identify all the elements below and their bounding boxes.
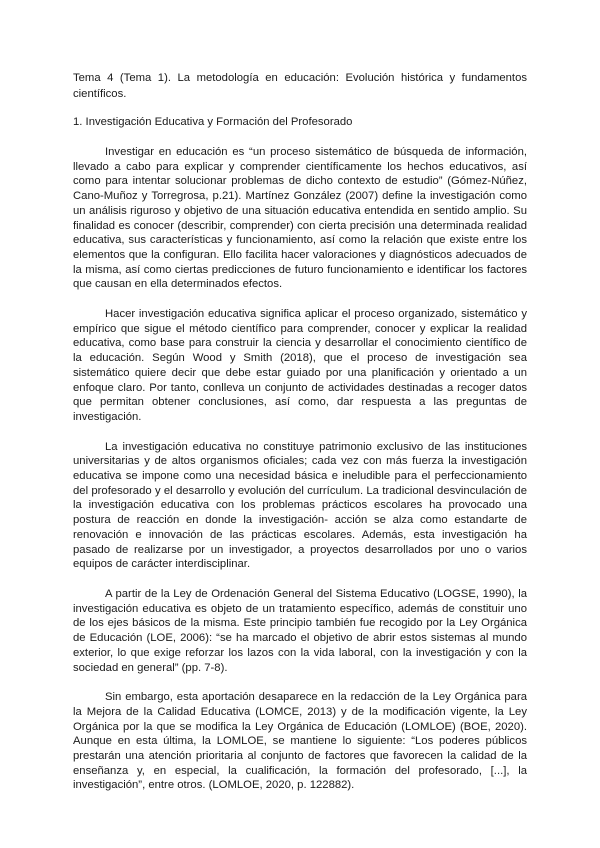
paragraph-5: Sin embargo, esta aportación desaparece en la redacción de la Ley Orgánica para la Mejora de la Calidad Educativa (LOMCE, 2013) y de la modificación vigente, la Ley Orgánica por la que se modifica la Ley Orgánica de Educación (LOMLOE) (BOE, 2020). Aunque en esta última, la LOMLOE, se mantiene lo siguiente: “Los poderes públicos prestarán una atención prioritaria al conjunto de factores que favorecen la calidad de la enseñanza y, en especial, la cualificación, la formación del profesorado, [...], la investigación”, entre otros. (LOMLOE, 2020, p. 122882). xyxy=(73,691,527,792)
paragraph-1: Investigar en educación es “un proceso sistemático de búsqueda de información, llevado a cabo para explicar y comprender científicamente los hechos educativos, así como para intentar solucionar problemas de dicho contexto de estudio” (Gómez-Núñez, Cano-Muñoz y Torregrosa, p.21). Martínez González (2007) define la investigación como un análisis riguroso y objetivo de una situación educativa entendida en sentido amplio. Su finalidad es conocer (describir, comprender) con cierta precisión una determinada realidad educativa, sus características y funcionamiento, así como la relación que existe entre los elementos que la configuran. Ello facilita hacer valoraciones y diagnósticos adecuados de la misma, así como ciertas predicciones de futuro funcionamiento e identificar los factores que causan en ella determinados efectos. xyxy=(73,146,527,291)
paragraph-2: Hacer investigación educativa significa aplicar el proceso organizado, sistemático y empírico que sigue el método científico para comprender, conocer y explicar la realidad educativa, como base para construir la ciencia y desarrollar el conocimiento científico de la educación. Según Wood y Smith (2018), que el proceso de investigación sea sistemático quiere decir que debe estar guiado por una planificación y orientado a un enfoque claro. Por tanto, conlleva un conjunto de actividades destinadas a recoger datos que permitan obtener conclusiones, así como, dar respuesta a las preguntas de investigación. xyxy=(73,308,527,423)
paragraph-4: A partir de la Ley de Ordenación General del Sistema Educativo (LOGSE, 1990), la investigación educativa es objeto de un tratamiento específico, además de constituir uno de los ejes básicos de la misma. Este principio también fue recogido por la Ley Orgánica de Educación (LOE, 2006): “se ha marcado el objetivo de abrir estos sistemas al mundo exterior, lo que exige reforzar los lazos con la vida laboral, con la investigación y con la sociedad en general” (pp. 7-8). xyxy=(73,587,527,674)
paragraph-3: La investigación educativa no constituye patrimonio exclusivo de las instituciones universitarias y de altos organismos oficiales; cada vez con más fuerza la investigación educativa se impone como una necesidad básica e ineludible para el perfeccionamiento del profesorado y el desarrollo y evolución del currículum. La tradicional desvinculación de la investigación educativa con los problemas prácticos escolares ha provocado una postura de reacción en donde la investigación- acción se alza como estandarte de renovación e innovación de las prácticas escolares. Además, esta investigación ha pasado de realizarse por un investigador, a proyectos desarrollados por uno o varios equipos de carácter interdisciplinar. xyxy=(73,440,527,571)
document-title: Tema 4 (Tema 1). La metodología en educación: Evolución histórica y fundamentos científicos. xyxy=(73,72,527,100)
section-heading: 1. Investigación Educativa y Formación del Profesorado xyxy=(73,116,353,128)
